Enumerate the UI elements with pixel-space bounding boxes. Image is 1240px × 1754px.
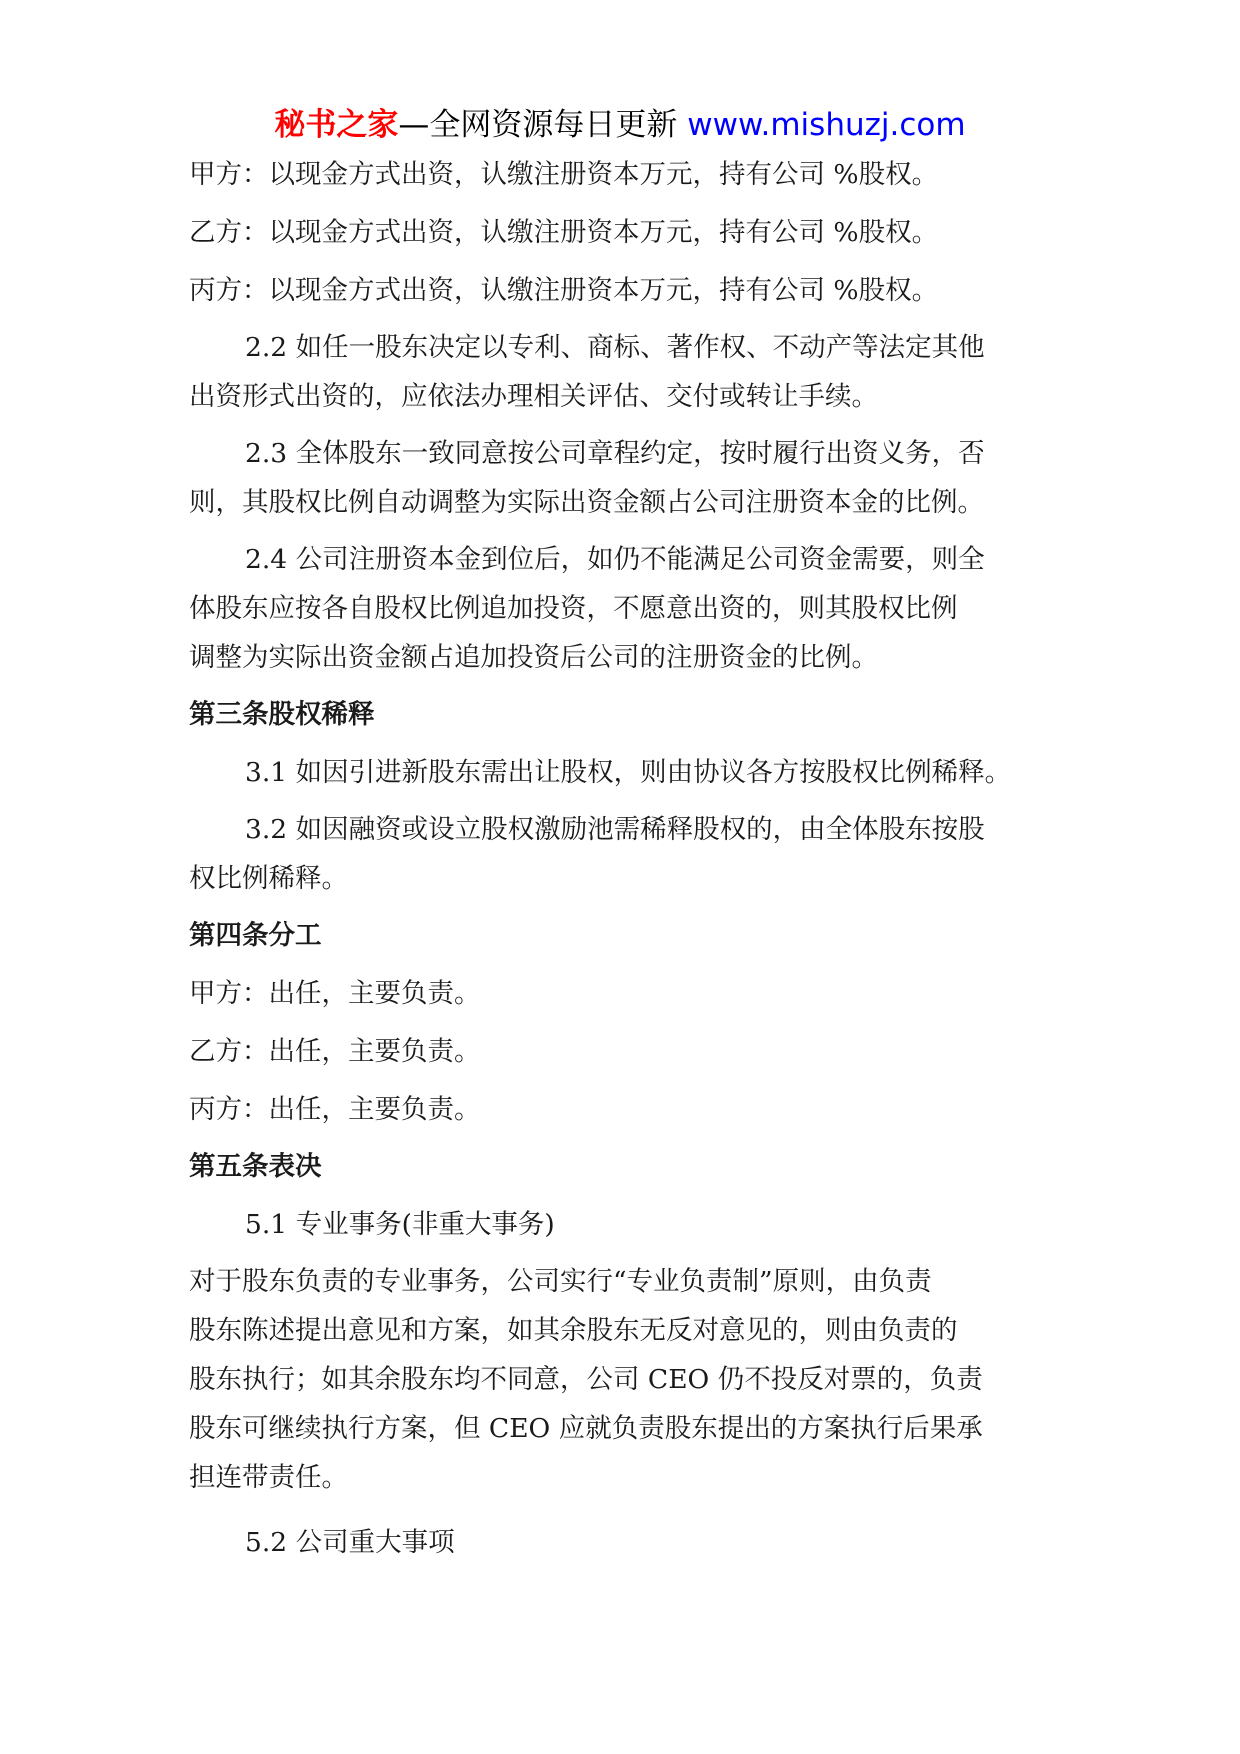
clause-3-2-line-1: 3.2 如因融资或设立股权激励池需稀释股权的，由全体股东按股 <box>245 814 985 845</box>
article-3-title: 第三条股权稀释 <box>189 699 375 730</box>
clause-2-2-line-2: 出资形式出资的，应依法办理相关评估、交付或转让手续。 <box>189 381 878 412</box>
banner-brand: 秘书之家 <box>274 107 399 143</box>
clause-5-1-line-4: 股东可继续执行方案，但 CEO 应就负责股东提出的方案执行后果承 <box>189 1413 983 1444</box>
clause-5-1-title: 5.1 专业事务(非重大事务) <box>245 1209 555 1240</box>
clause-2-3-line-2: 则，其股权比例自动调整为实际出资金额占公司注册资本金的比例。 <box>189 487 984 518</box>
clause-2-2 <box>189 315 1069 421</box>
article-4-title: 第四条分工 <box>189 920 322 951</box>
capital-party-a: 甲方：以现金方式出资，认缴注册资本万元，持有公司 %股权。 <box>189 159 939 190</box>
clause-3-2-line-2: 权比例稀释。 <box>189 863 348 894</box>
clause-5-1-line-2: 股东陈述提出意见和方案，如其余股东无反对意见的，则由负责的 <box>189 1315 958 1346</box>
banner-slogan: —全网资源每日更新 <box>398 107 688 143</box>
capital-party-c: 丙方：以现金方式出资，认缴注册资本万元，持有公司 %股权。 <box>189 275 939 306</box>
clause-2-4-line-1: 2.4 公司注册资本金到位后，如仍不能满足公司资金需要，则全 <box>245 544 985 575</box>
clause-5-2-title: 5.2 公司重大事项 <box>245 1527 455 1558</box>
clause-3-2 <box>189 797 1069 903</box>
clause-2-3-line-1: 2.3 全体股东一致同意按公司章程约定，按时履行出资义务，否 <box>245 438 985 469</box>
clause-5-1-line-1: 对于股东负责的专业事务，公司实行“专业负责制”原则，由负责 <box>189 1266 932 1297</box>
clause-5-1-line-5: 担连带责任。 <box>189 1462 348 1493</box>
clause-3-1: 3.1 如因引进新股东需出让股权，则由协议各方按股权比例稀释。 <box>245 757 1012 788</box>
banner-url[interactable]: www.mishuzj.com <box>687 107 966 143</box>
site-banner <box>0 98 1240 152</box>
article-5-title: 第五条表决 <box>189 1151 322 1182</box>
document-body <box>189 150 1069 1567</box>
clause-2-4-line-2: 体股东应按各自股权比例追加投资，不愿意出资的，则其股权比例 <box>189 593 958 624</box>
division-party-c: 丙方：出任，主要负责。 <box>189 1094 481 1125</box>
division-party-a: 甲方：出任，主要负责。 <box>189 978 481 1009</box>
clause-2-4-line-3: 调整为实际出资金额占追加投资后公司的注册资金的比例。 <box>189 642 878 673</box>
clause-2-3 <box>189 421 1069 527</box>
capital-party-b: 乙方：以现金方式出资，认缴注册资本万元，持有公司 %股权。 <box>189 217 939 248</box>
division-party-b: 乙方：出任，主要负责。 <box>189 1036 481 1067</box>
clause-5-1-line-3: 股东执行；如其余股东均不同意，公司 CEO 仍不投反对票的，负责 <box>189 1364 983 1395</box>
clause-2-2-line-1: 2.2 如任一股东决定以专利、商标、著作权、不动产等法定其他 <box>245 332 985 363</box>
clause-5-1-body <box>189 1249 1069 1502</box>
clause-2-4 <box>189 527 1069 682</box>
